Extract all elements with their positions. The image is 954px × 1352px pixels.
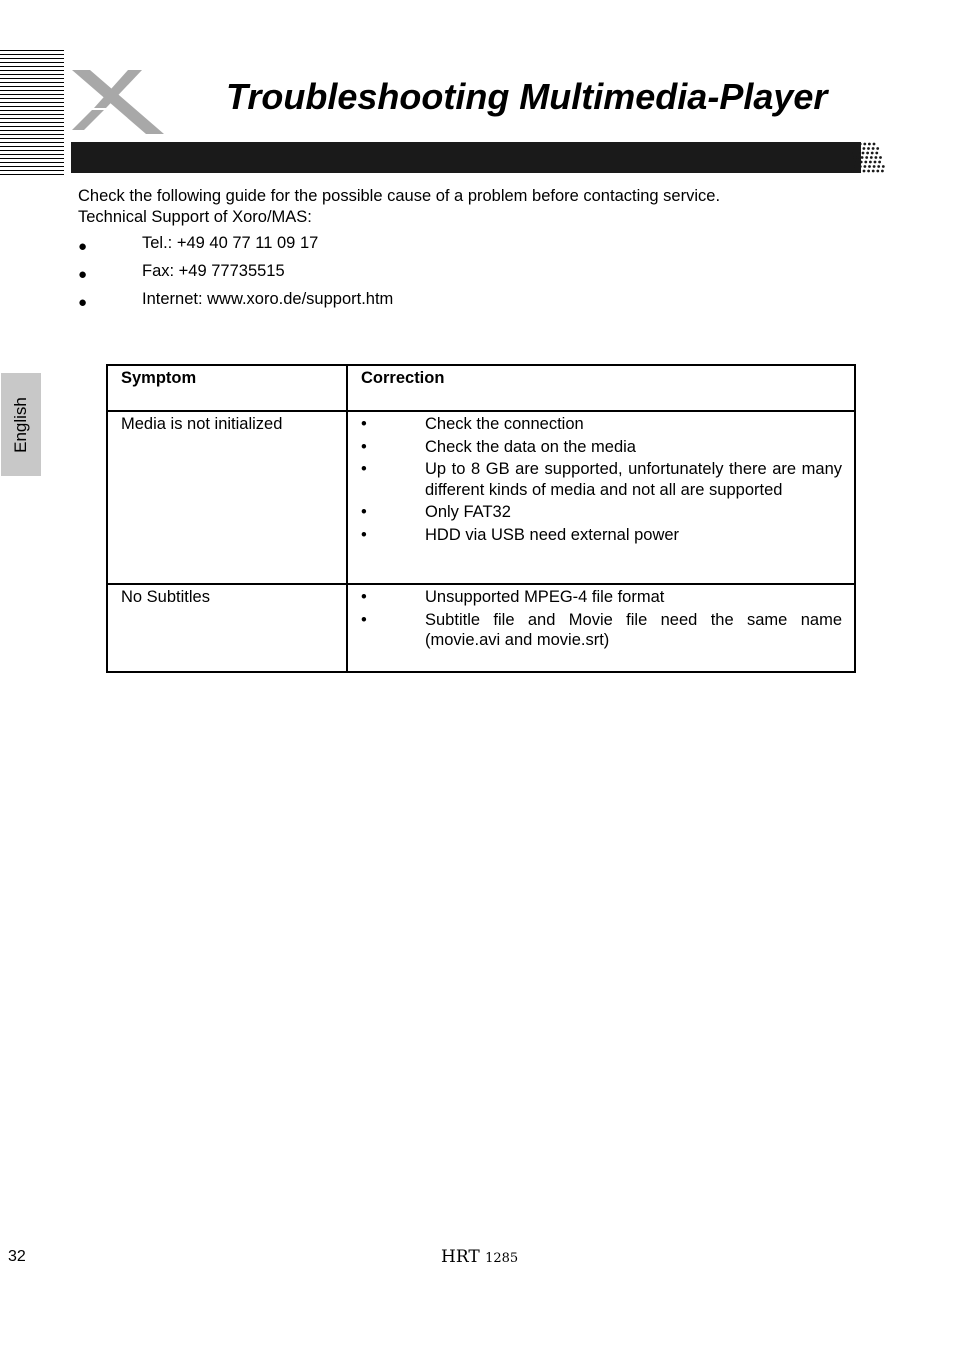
model-number: 1285	[485, 1251, 519, 1266]
table-row	[107, 584, 855, 672]
symptom-cell: Media is not initialized	[107, 411, 347, 584]
language-tab	[1, 373, 41, 476]
bullet-icon: ●	[78, 238, 88, 255]
model-name	[441, 1247, 518, 1267]
contact-text: Fax: +49 77735515	[142, 262, 285, 280]
contact-text: Tel.: +49 40 77 11 09 17	[142, 234, 319, 252]
intro-text	[78, 186, 720, 228]
table-row	[107, 411, 855, 584]
header-bar	[71, 142, 861, 173]
intro-line-1: Check the following guide for the possible cause of a problem before contacting service.	[78, 187, 721, 205]
language-label: English	[11, 396, 30, 453]
intro-line-2: Technical Support of Xoro/MAS:	[78, 208, 312, 226]
bullet-icon: •	[361, 588, 367, 606]
correction-item: • Subtitle file and Movie file need the same name (movie.avi and movie.srt)	[361, 610, 842, 649]
model-prefix: HRT	[441, 1247, 480, 1267]
correction-item: • Check the connection	[361, 415, 584, 433]
page-number: 32	[8, 1248, 26, 1265]
correction-item: • Only FAT32	[361, 503, 511, 521]
symptom-header: Symptom	[107, 365, 347, 411]
xoro-x-logo-icon	[68, 68, 168, 138]
correction-cell	[347, 411, 855, 584]
correction-item: • Up to 8 GB are supported, unfortunately there are many different kinds of media and not all are supported	[361, 460, 842, 499]
bullet-icon: •	[361, 437, 367, 456]
table-header-row	[107, 365, 855, 411]
troubleshooting-table	[106, 364, 856, 673]
correction-list	[348, 585, 854, 651]
header-dot-pattern	[848, 141, 890, 174]
page-title: Troubleshooting Multimedia-Player	[226, 76, 828, 117]
header-stripes	[0, 50, 64, 178]
bullet-icon: ●	[78, 266, 88, 283]
bullet-icon: •	[361, 503, 367, 521]
correction-list	[348, 412, 854, 545]
correction-item: • Check the data on the media	[361, 437, 636, 456]
bullet-icon: •	[361, 525, 367, 544]
contact-text: Internet: www.xoro.de/support.htm	[142, 290, 394, 308]
correction-header: Correction	[347, 365, 855, 411]
bullet-icon: •	[361, 415, 367, 433]
symptom-cell: No Subtitles	[107, 584, 347, 672]
bullet-icon: •	[361, 610, 367, 629]
correction-item: • HDD via USB need external power	[361, 525, 680, 544]
correction-item: • Unsupported MPEG-4 file format	[361, 588, 665, 606]
bullet-icon: ●	[78, 294, 88, 311]
correction-cell	[347, 584, 855, 672]
bullet-icon: •	[361, 460, 367, 478]
